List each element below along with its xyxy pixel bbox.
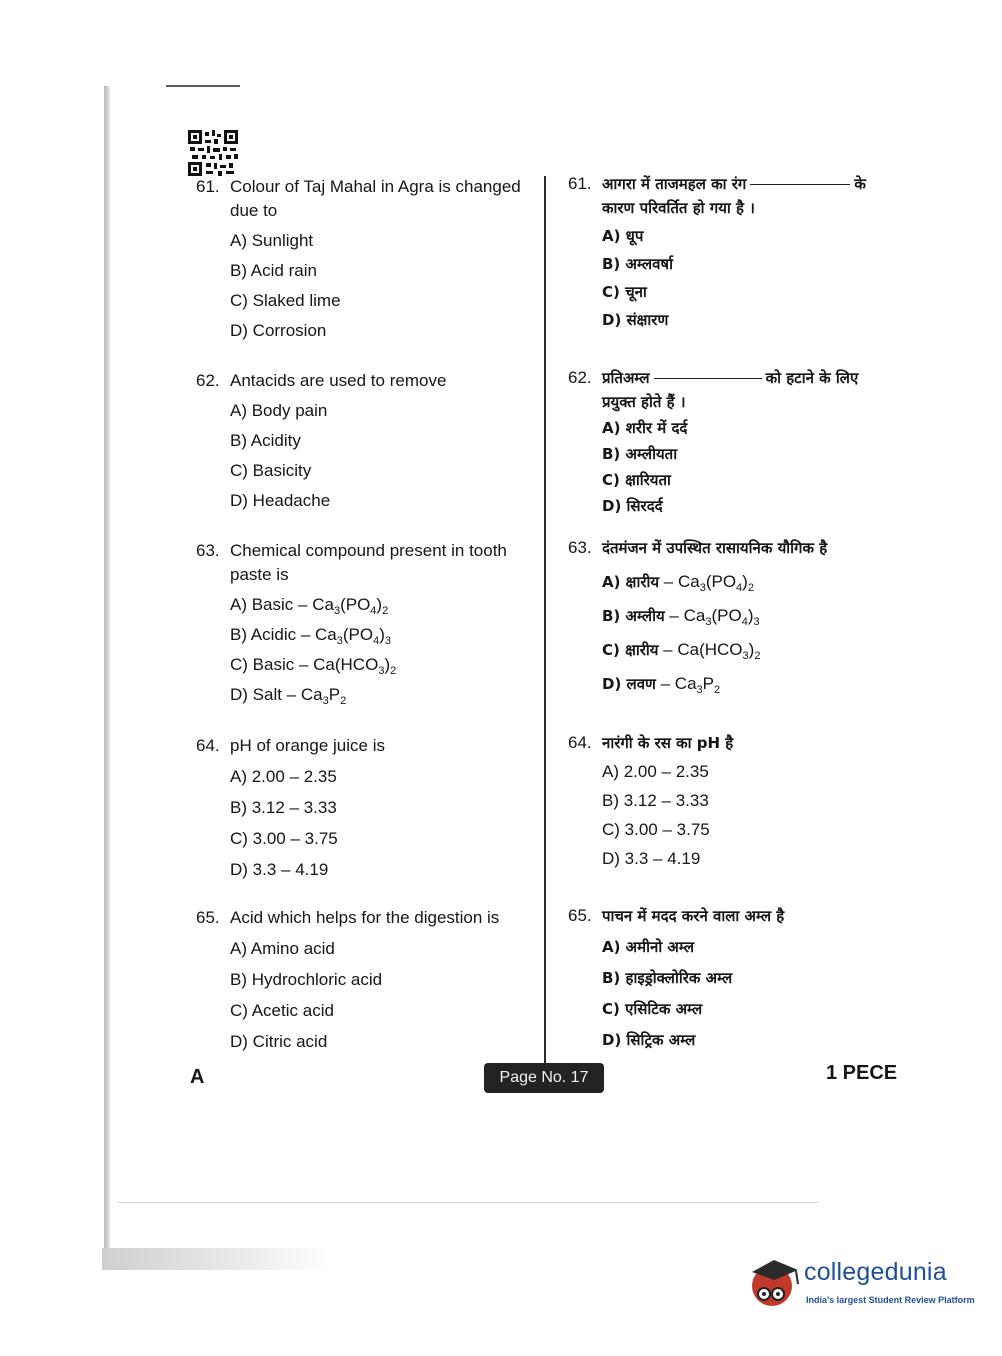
scan-edge — [104, 86, 110, 1256]
question-number: 62. — [568, 368, 592, 387]
question-64-hi — [568, 731, 888, 871]
option-a: A) Sunlight — [230, 231, 314, 250]
option-c: C) क्षारियता — [602, 471, 671, 489]
option-d: D) Corrosion — [230, 321, 327, 340]
question-stem: दंतमंजन में उपस्थित रासायनिक यौगिक है — [602, 539, 828, 557]
question-number: 64. — [196, 736, 220, 755]
option-b: B) Acid rain — [230, 261, 317, 280]
option-b: B) हाइड्रोक्लोरिक अम्ल — [602, 969, 733, 987]
question-65-hi — [568, 904, 888, 1052]
question-number: 65. — [196, 908, 220, 927]
question-63-hi — [568, 536, 898, 696]
column-divider — [544, 176, 546, 1064]
option-c: C) एसिटिक अम्ल — [602, 1000, 703, 1018]
option-d: D) लवण – $Ca_3P_2$ — [602, 674, 721, 696]
paper-code: 1 PECE — [826, 1062, 898, 1084]
option-b: B) Acidity — [230, 431, 301, 450]
option-b: B) अम्लीय – $Ca_3(PO_4)_3$ — [602, 606, 760, 628]
option-c: C) चूना — [602, 283, 647, 301]
question-stem-after: को हटाने के लिए प्रयुक्त होते हैं । — [602, 369, 859, 411]
question-number: 65. — [568, 906, 592, 925]
option-b: B) 3.12 – 3.33 — [602, 791, 709, 810]
brand-tagline: India's largest Student Review Platform — [806, 1295, 975, 1305]
option-c: C) Basicity — [230, 461, 312, 480]
fill-blank — [654, 378, 762, 379]
option-b: B) अम्लीयता — [602, 445, 678, 463]
option-d: D) Citric acid — [230, 1032, 328, 1051]
question-number: 61. — [196, 177, 220, 196]
option-b: B) Acidic – $Ca_3(PO_4)_3$ — [230, 625, 392, 647]
booklet-set-letter: A — [190, 1066, 205, 1088]
option-d: D) 3.3 – 4.19 — [602, 849, 701, 868]
fill-blank — [750, 184, 850, 185]
option-a: A) 2.00 – 2.35 — [230, 767, 337, 786]
question-61-en — [196, 175, 526, 343]
option-a: A) शरीर में दर्द — [602, 419, 688, 437]
option-b: B) 3.12 – 3.33 — [230, 798, 337, 817]
option-d: D) 3.3 – 4.19 — [230, 860, 329, 879]
question-65-en — [196, 906, 536, 1054]
question-number: 64. — [568, 733, 592, 752]
option-a: A) Basic – $Ca_3(PO_4)_2$ — [230, 595, 389, 617]
option-d: D) Headache — [230, 491, 331, 510]
question-62-hi — [568, 366, 888, 518]
option-a: A) Body pain — [230, 401, 328, 420]
question-stem: Antacids are used to remove — [230, 371, 447, 390]
question-stem: नारंगी के रस का pH है — [602, 734, 734, 752]
question-stem-before: प्रतिअम्ल — [602, 369, 650, 387]
question-stem: Acid which helps for the digestion is — [230, 908, 500, 927]
question-stem: pH of orange juice is — [230, 736, 385, 755]
question-64-en — [196, 734, 526, 882]
option-a: A) क्षारीय – $Ca_3(PO_4)_2$ — [602, 572, 754, 594]
option-b: B) Hydrochloric acid — [230, 970, 383, 989]
option-c: C) 3.00 – 3.75 — [230, 829, 338, 848]
question-stem-after: के कारण परिवर्तित हो गया है । — [602, 175, 866, 217]
option-d: D) Salt – $Ca_3P_2$ — [230, 685, 347, 707]
bottom-rule — [118, 1202, 818, 1203]
scan-smudge — [102, 1248, 332, 1270]
option-a: A) 2.00 – 2.35 — [602, 762, 709, 781]
question-number: 61. — [568, 174, 592, 193]
student-mascot-icon — [744, 1252, 804, 1312]
question-stem-before: आगरा में ताजमहल का रंग — [602, 175, 747, 193]
option-c: C) Acetic acid — [230, 1001, 334, 1020]
option-b: B) अम्लवर्षा — [602, 255, 673, 273]
top-rule — [166, 85, 240, 87]
question-number: 63. — [568, 538, 592, 557]
option-d: D) सिरदर्द — [602, 497, 663, 515]
question-stem: Chemical compound present in tooth paste is — [230, 541, 507, 584]
page-number-badge: Page No. 17 — [484, 1063, 604, 1093]
option-a: A) धूप — [602, 227, 644, 245]
option-d: D) संक्षारण — [602, 311, 669, 329]
option-c: C) Basic – $Ca(HCO_3)_2$ — [230, 655, 397, 677]
option-a: A) अमीनो अम्ल — [602, 938, 695, 956]
option-c: C) 3.00 – 3.75 — [602, 820, 710, 839]
question-number: 62. — [196, 371, 220, 390]
brand-name: collegedunia — [804, 1258, 947, 1286]
option-c: C) Slaked lime — [230, 291, 341, 310]
question-63-en — [196, 539, 526, 707]
option-c: C) क्षारीय – $Ca(HCO_3)_2$ — [602, 640, 761, 662]
qr-code-icon — [188, 130, 238, 176]
question-62-en — [196, 369, 526, 513]
question-stem: पाचन में मदद करने वाला अम्ल है — [602, 907, 785, 925]
question-number: 63. — [196, 541, 220, 560]
question-61-hi — [568, 172, 888, 332]
collegedunia-watermark — [744, 1252, 975, 1314]
question-stem: Colour of Taj Mahal in Agra is changed due to — [230, 177, 521, 220]
option-a: A) Amino acid — [230, 939, 335, 958]
option-d: D) सिट्रिक अम्ल — [602, 1031, 696, 1049]
